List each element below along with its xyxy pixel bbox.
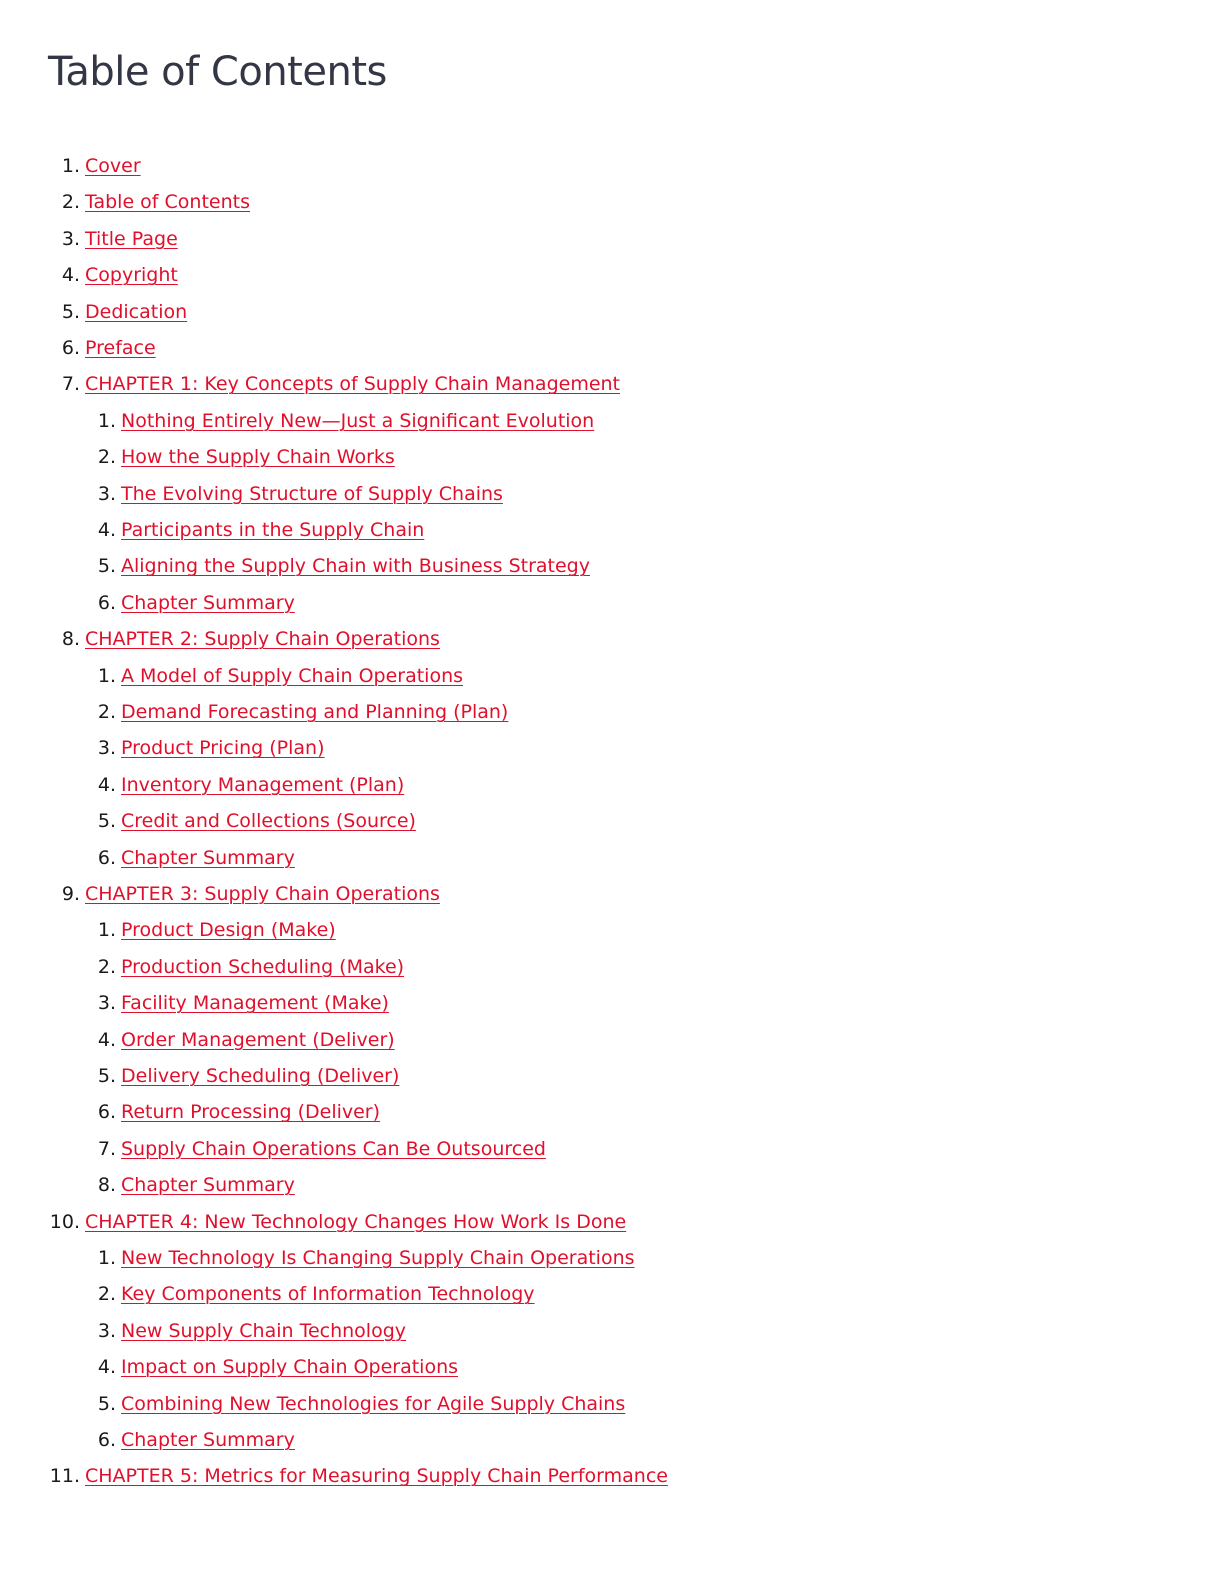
toc-entry-number: 5. bbox=[61, 300, 80, 323]
toc-entry-link[interactable]: CHAPTER 4: New Technology Changes How Work Is Done bbox=[85, 1210, 627, 1233]
toc-entry-link[interactable]: Nothing Entirely New—Just a Significant Evolution bbox=[121, 409, 595, 432]
toc-entry-link[interactable]: Inventory Management (Plan) bbox=[121, 773, 405, 796]
toc-entry-number: 4. bbox=[97, 519, 116, 541]
toc-entry-link[interactable]: Copyright bbox=[85, 264, 178, 287]
toc-entry-number: 2. bbox=[97, 1283, 116, 1306]
toc-entry-number: 9. bbox=[61, 883, 80, 905]
toc-entry-link[interactable]: Key Components of Information Technology bbox=[121, 1283, 535, 1306]
toc-entry-number: 3. bbox=[97, 737, 116, 760]
toc-entry-link[interactable]: New Technology Is Changing Supply Chain Operations bbox=[121, 1247, 635, 1269]
toc-entry-link[interactable]: Impact on Supply Chain Operations bbox=[121, 1356, 459, 1379]
toc-entry-link[interactable]: How the Supply Chain Works bbox=[121, 446, 395, 469]
toc-entry-link[interactable]: Return Processing (Deliver) bbox=[121, 1101, 381, 1124]
toc-entry-number: 4. bbox=[97, 1356, 116, 1379]
toc-entry-number: 4. bbox=[97, 1028, 116, 1051]
toc-entry-number: 1. bbox=[61, 155, 80, 177]
toc-entry-link[interactable]: The Evolving Structure of Supply Chains bbox=[121, 482, 503, 505]
toc-entry-number: 7. bbox=[61, 373, 80, 396]
toc-entry-number: 6. bbox=[97, 1429, 116, 1451]
toc-entry-link[interactable]: Production Scheduling (Make) bbox=[121, 955, 405, 978]
page-title: Table of Contents bbox=[48, 49, 387, 95]
toc-entry-link[interactable]: Dedication bbox=[85, 300, 188, 323]
toc-entry-number: 3. bbox=[97, 482, 116, 505]
toc-entry-number: 2. bbox=[97, 955, 116, 978]
toc-entry-link[interactable]: New Supply Chain Technology bbox=[121, 1319, 407, 1342]
toc-entry-number: 6. bbox=[61, 337, 80, 359]
toc-entry-number: 11. bbox=[49, 1465, 80, 1488]
toc-entry-number: 8. bbox=[97, 1174, 116, 1197]
toc-entry-number: 10. bbox=[49, 1210, 80, 1233]
toc-entry-link[interactable]: Cover bbox=[85, 155, 141, 177]
toc-entry-number: 8. bbox=[61, 628, 80, 651]
toc-entry-link[interactable]: Chapter Summary bbox=[121, 1174, 295, 1197]
toc-entry-link[interactable]: Preface bbox=[85, 337, 156, 359]
toc-entry-number: 2. bbox=[97, 446, 116, 469]
toc-entry-number: 2. bbox=[97, 701, 116, 723]
toc-entry-number: 5. bbox=[97, 1392, 116, 1415]
toc-entry-link[interactable]: CHAPTER 2: Supply Chain Operations bbox=[85, 628, 440, 651]
toc-entry-number: 1. bbox=[97, 1247, 116, 1269]
toc-entry-link[interactable]: Chapter Summary bbox=[121, 846, 295, 869]
toc-entry-number: 3. bbox=[97, 1319, 116, 1342]
toc-entry-number: 6. bbox=[97, 846, 116, 869]
toc-entry-number: 6. bbox=[97, 591, 116, 614]
toc-entry-link[interactable]: Table of Contents bbox=[85, 191, 250, 214]
toc-entry-link[interactable]: Participants in the Supply Chain bbox=[121, 519, 425, 541]
toc-entry-number: 6. bbox=[97, 1101, 116, 1124]
toc-entry-number: 5. bbox=[97, 810, 116, 833]
toc-entry-link[interactable]: A Model of Supply Chain Operations bbox=[121, 664, 464, 687]
toc-entry-link[interactable]: Facility Management (Make) bbox=[121, 992, 389, 1015]
toc-entry-number: 4. bbox=[97, 773, 116, 796]
toc-entry-link[interactable]: CHAPTER 5: Metrics for Measuring Supply Chain Performance bbox=[85, 1465, 668, 1488]
toc-entry-number: 4. bbox=[61, 264, 80, 287]
toc-entry-number: 5. bbox=[97, 1065, 116, 1087]
toc-entry-number: 1. bbox=[97, 919, 116, 942]
toc-entry-number: 3. bbox=[61, 227, 80, 250]
toc-entry-link[interactable]: Chapter Summary bbox=[121, 591, 295, 614]
toc-entry-number: 2. bbox=[61, 191, 80, 214]
toc-entry-link[interactable]: Title Page bbox=[85, 227, 178, 250]
toc-entry-number: 5. bbox=[97, 555, 116, 578]
toc-entry-link[interactable]: Product Pricing (Plan) bbox=[121, 737, 325, 760]
toc-entry-number: 7. bbox=[97, 1137, 116, 1160]
toc-entry-link[interactable]: Order Management (Deliver) bbox=[121, 1028, 395, 1051]
toc-entry-link[interactable]: Credit and Collections (Source) bbox=[121, 810, 416, 833]
toc-entry-link[interactable]: Combining New Technologies for Agile Supply Chains bbox=[121, 1392, 626, 1415]
toc-entry-link[interactable]: Product Design (Make) bbox=[121, 919, 336, 942]
toc-entry-link[interactable]: Supply Chain Operations Can Be Outsourced bbox=[121, 1137, 546, 1160]
toc-entry-number: 1. bbox=[97, 664, 116, 687]
toc-entry-link[interactable]: CHAPTER 1: Key Concepts of Supply Chain Management bbox=[85, 373, 621, 396]
toc-entry-link[interactable]: Chapter Summary bbox=[121, 1429, 295, 1451]
toc-entry-link[interactable]: Demand Forecasting and Planning (Plan) bbox=[121, 701, 509, 723]
toc-entry-link[interactable]: Aligning the Supply Chain with Business Strategy bbox=[121, 555, 590, 578]
toc-entry-link[interactable]: Delivery Scheduling (Deliver) bbox=[121, 1065, 400, 1087]
toc-entry-number: 1. bbox=[97, 409, 116, 432]
toc-entry-link[interactable]: CHAPTER 3: Supply Chain Operations bbox=[85, 883, 440, 905]
toc-entry-number: 3. bbox=[97, 992, 116, 1015]
